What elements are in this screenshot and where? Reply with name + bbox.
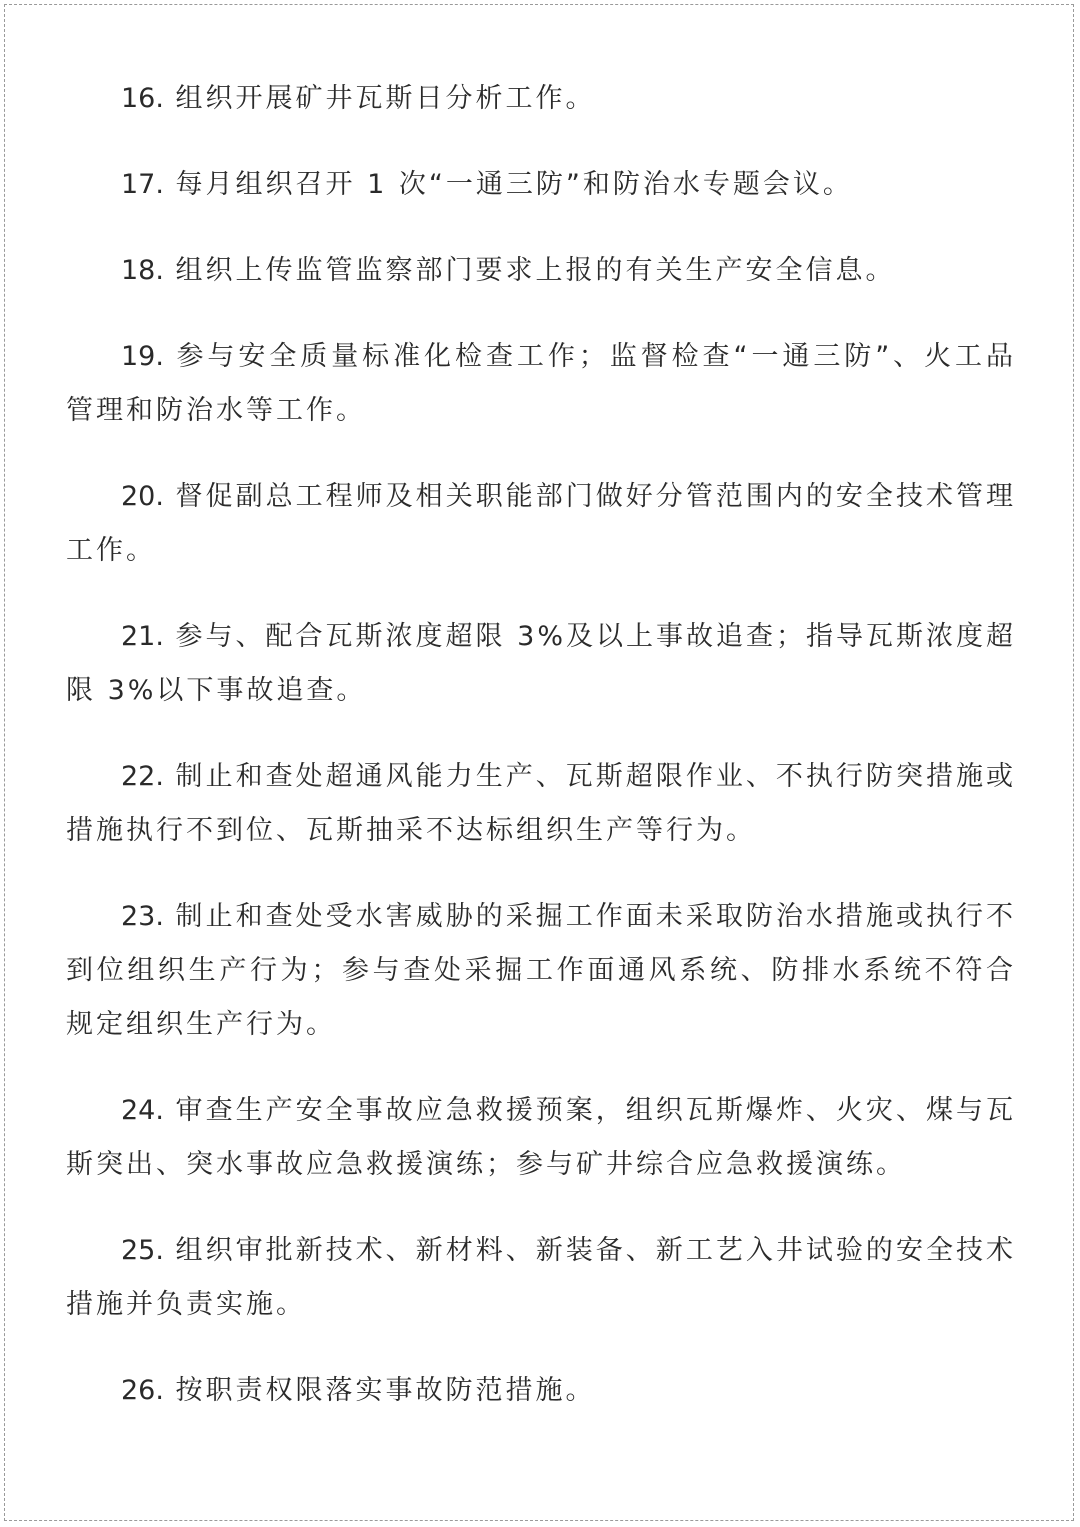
item-text: 组织审批新技术、新材料、新装备、新工艺入井试验的安全技术措施并负责实施。 xyxy=(66,1235,1016,1320)
list-item xyxy=(66,158,1016,212)
item-number: 16. xyxy=(121,83,164,114)
list-item xyxy=(66,1364,1016,1418)
item-number: 24. xyxy=(121,1095,164,1126)
item-text: 审查生产安全事故应急救援预案，组织瓦斯爆炸、火灾、煤与瓦斯突出、突水事故应急救援演练；参与矿井综合应急救援演练。 xyxy=(66,1095,1016,1180)
item-text: 制止和查处受水害威胁的采掘工作面未采取防治水措施或执行不到位组织生产行为；参与查处采掘工作面通风系统、防排水系统不符合规定组织生产行为。 xyxy=(66,901,1016,1040)
item-number: 22. xyxy=(121,761,164,792)
item-text: 组织开展矿井瓦斯日分析工作。 xyxy=(163,83,596,114)
list-item xyxy=(66,1224,1016,1332)
list-item xyxy=(66,72,1016,126)
item-number: 20. xyxy=(121,481,164,512)
item-number: 26. xyxy=(121,1375,164,1406)
item-text: 督促副总工程师及相关职能部门做好分管范围内的安全技术管理工作。 xyxy=(66,481,1016,566)
list-item xyxy=(66,244,1016,298)
item-text: 参与、配合瓦斯浓度超限 3%及以上事故追查；指导瓦斯浓度超限 3%以下事故追查。 xyxy=(66,621,1016,706)
list-item xyxy=(66,750,1016,858)
item-text: 参与安全质量标准化检查工作；监督检查“一通三防”、火工品管理和防治水等工作。 xyxy=(66,341,1016,426)
item-text: 按职责权限落实事故防范措施。 xyxy=(163,1375,596,1406)
item-number: 18. xyxy=(121,255,164,286)
item-text: 每月组织召开 1 次“一通三防”和防治水专题会议。 xyxy=(163,169,853,200)
list-item xyxy=(66,330,1016,438)
list-item xyxy=(66,470,1016,578)
document-body xyxy=(66,72,1016,1418)
item-text: 制止和查处超通风能力生产、瓦斯超限作业、不执行防突措施或措施执行不到位、瓦斯抽采不达标组织生产等行为。 xyxy=(66,761,1016,846)
list-item xyxy=(66,1084,1016,1192)
item-number: 19. xyxy=(121,341,164,372)
item-text: 组织上传监管监察部门要求上报的有关生产安全信息。 xyxy=(163,255,896,286)
item-number: 25. xyxy=(121,1235,164,1266)
list-item xyxy=(66,890,1016,1052)
item-number: 23. xyxy=(121,901,164,932)
item-number: 17. xyxy=(121,169,164,200)
list-item xyxy=(66,610,1016,718)
item-number: 21. xyxy=(121,621,164,652)
